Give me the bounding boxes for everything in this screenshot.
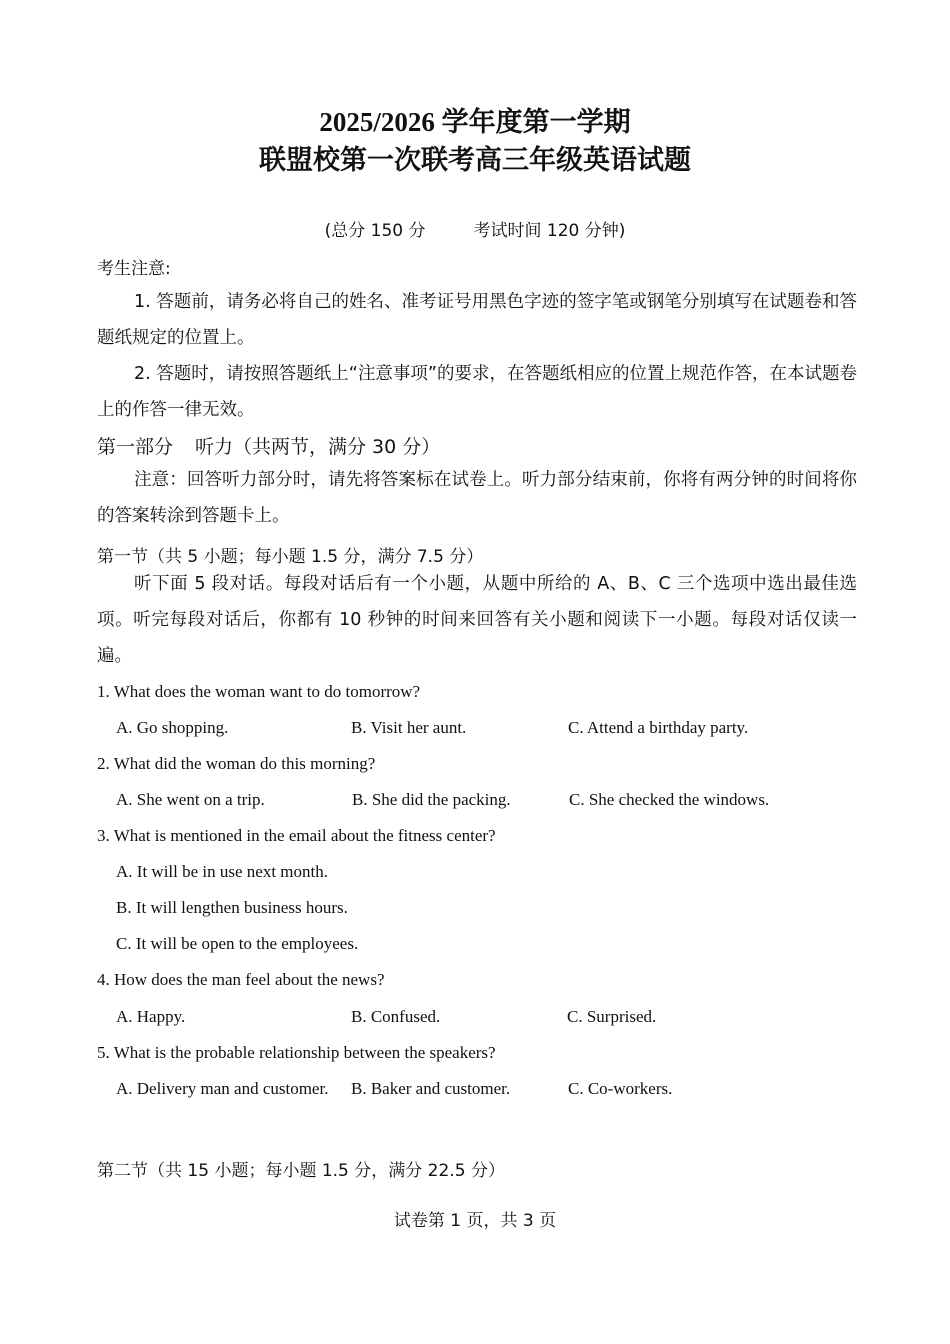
total-score: (总分 150 分 (324, 221, 426, 241)
part1-title-a: 第一部分 (97, 436, 174, 458)
section2-title: 第二节（共 15 小题；每小题 1.5 分，满分 22.5 分） (97, 1161, 505, 1181)
part1-title-b: 听力（共两节，满分 30 分） (195, 436, 441, 458)
question-3-stem: 3. What is mentioned in the email about the fitness center? (97, 826, 496, 845)
question-1-option-c: C. Attend a birthday party. (568, 718, 749, 737)
exam-meta (0, 216, 950, 241)
section1-instructions: 听下面 5 段对话。每段对话后有一个小题，从题中所给的 A、B、C 三个选项中选出最佳选项。听完每段对话后，你都有 10 秒钟的时间来回答有关小题和阅读下一小题。每段对话仅读一遍。 (97, 574, 857, 666)
question-2-option-a: A. She went on a trip. (116, 790, 265, 809)
question-4-option-c: C. Surprised. (567, 1007, 657, 1026)
part1-note: 注意：回答听力部分时，请先将答案标在试卷上。听力部分结束前，你将有两分钟的时间将你的答案转涂到答题卡上。 (97, 470, 857, 526)
question-5-option-b: B. Baker and customer. (351, 1079, 511, 1098)
page-footer: 试卷第 1 页，共 3 页 (393, 1211, 557, 1231)
question-1-stem: 1. What does the woman want to do tomorrow? (97, 682, 421, 701)
question-3-option-b: B. It will lengthen business hours. (116, 898, 348, 917)
question-2-option-c: C. She checked the windows. (569, 790, 770, 809)
question-3-option-c: C. It will be open to the employees. (116, 934, 359, 953)
question-5-stem: 5. What is the probable relationship between the speakers? (97, 1043, 496, 1062)
notice-item-1: 1. 答题前，请务必将自己的姓名、准考证号用黑色字迹的签字笔或钢笔分别填写在试题卷和答题纸规定的位置上。 (97, 292, 857, 348)
question-1-option-a: A. Go shopping. (116, 718, 229, 737)
question-5-option-c: C. Co-workers. (568, 1079, 673, 1098)
question-3-option-a: A. It will be in use next month. (116, 862, 329, 881)
question-5-option-a: A. Delivery man and customer. (116, 1079, 329, 1098)
question-2-option-b: B. She did the packing. (352, 790, 511, 809)
notice-item-2: 2. 答题时，请按照答题纸上“注意事项”的要求，在答题纸相应的位置上规范作答，在本试题卷上的作答一律无效。 (97, 364, 857, 420)
notice-heading: 考生注意: (97, 259, 171, 279)
question-1-option-b: B. Visit her aunt. (351, 718, 467, 737)
question-2-stem: 2. What did the woman do this morning? (97, 754, 376, 773)
part1-title (97, 432, 440, 459)
question-4-stem: 4. How does the man feel about the news? (97, 970, 385, 989)
exam-time: 考试时间 120 分钟) (473, 221, 626, 241)
exam-title-line2: 联盟校第一次联考高三年级英语试题 (259, 145, 691, 175)
question-4-option-a: A. Happy. (116, 1007, 186, 1026)
question-4-option-b: B. Confused. (351, 1007, 441, 1026)
section1-title: 第一节（共 5 小题；每小题 1.5 分，满分 7.5 分） (97, 547, 484, 567)
exam-title-line1: 2025/2026 学年度第一学期 (319, 107, 631, 137)
